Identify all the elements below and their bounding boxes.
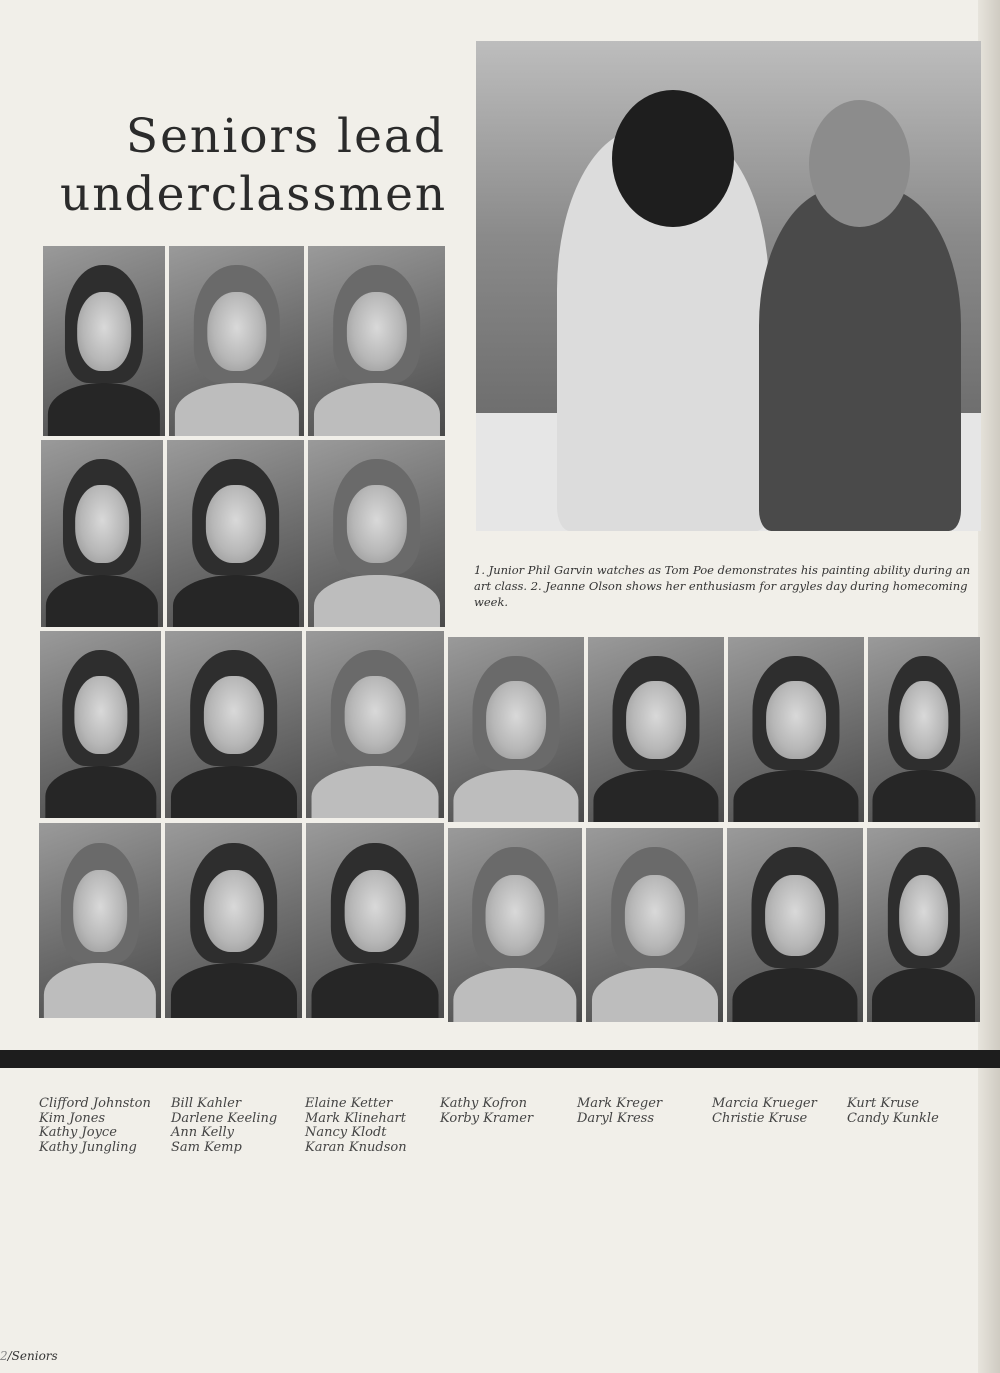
divider-bar [0,1050,1000,1068]
name-entry: Darlene Keeling [171,1110,278,1126]
name-column [847,1097,939,1126]
title-line-2: underclassmen [60,167,448,222]
name-entry: Kathy Jungling [39,1139,137,1155]
portrait [868,637,980,822]
name-column [39,1097,151,1155]
name-entry: Kim Jones [39,1110,106,1126]
name-column [440,1097,533,1126]
portrait [167,440,304,627]
page-number: 2 [0,1349,8,1363]
art-class-photo [476,41,981,531]
name-entry: Candy Kunkle [847,1110,939,1126]
portrait [308,246,445,436]
portrait [169,246,304,436]
name-entry: Ann Kelly [171,1125,234,1141]
name-entry: Mark Kreger [577,1096,663,1111]
name-entry: Marcia Krueger [712,1096,817,1111]
name-entry: Kathy Joyce [39,1125,117,1141]
portrait [40,631,161,818]
portrait [41,440,163,627]
portrait [39,823,161,1018]
portrait [165,631,302,818]
name-entry: Nancy Klodt [305,1125,387,1141]
portrait [308,440,445,627]
name-entry: Daryl Kress [577,1110,654,1126]
portrait [867,828,980,1022]
name-entry: Clifford Johnston [39,1096,151,1111]
photo-caption: 1. Junior Phil Garvin watches as Tom Poe demonstrates his painting ability during an art class. 2. Jeanne Olson shows her enthusiasm for argyles day during homecoming week. [474,563,971,609]
name-column [577,1097,662,1126]
portrait [588,637,724,822]
name-entry: Christie Kruse [712,1110,808,1126]
portrait [586,828,723,1022]
name-column [171,1097,277,1155]
page-folio [0,1349,58,1363]
page-edge [978,0,1000,1373]
title-line-1: Seniors lead [125,109,446,164]
name-column [305,1097,407,1155]
portrait [448,828,582,1022]
name-entry: Korby Kramer [440,1110,534,1126]
name-entry: Kurt Kruse [847,1096,920,1111]
portrait [165,823,302,1018]
portrait [43,246,165,436]
name-entry: Kathy Kofron [440,1096,527,1111]
section-label: /Seniors [7,1349,58,1363]
name-entry: Elaine Ketter [305,1096,393,1111]
portrait [448,637,584,822]
name-entry: Sam Kemp [171,1139,242,1155]
portrait [306,631,444,818]
name-entry: Bill Kahler [171,1096,242,1111]
portrait [306,823,444,1018]
portrait [727,828,863,1022]
name-entry: Karan Knudson [305,1139,407,1155]
name-entry: Mark Klinehart [305,1110,406,1126]
name-column [712,1097,817,1126]
portrait [728,637,864,822]
page-title [60,108,446,224]
